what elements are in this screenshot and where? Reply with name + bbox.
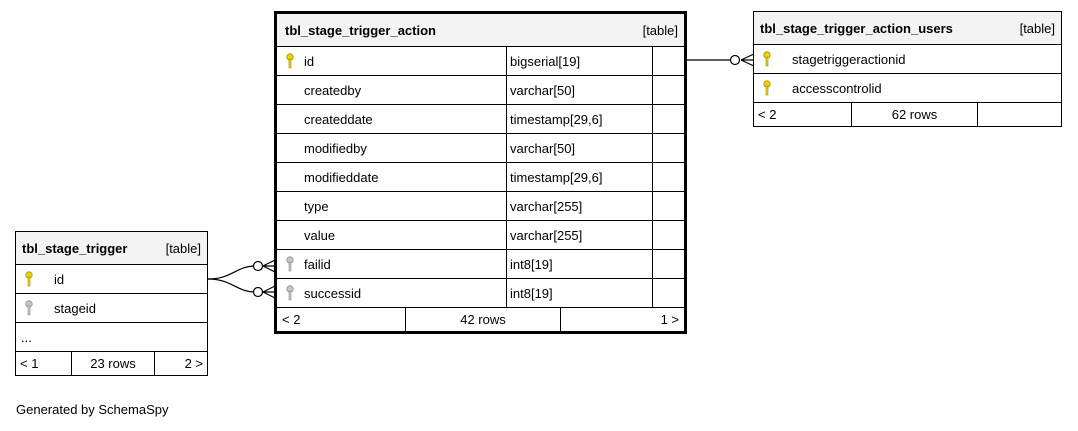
column-spacer [652, 163, 684, 191]
column-name: modifiedby [304, 140, 367, 156]
column-name: stagetriggeractionid [792, 51, 906, 67]
table-type-tag: [table] [1019, 20, 1055, 36]
column-type: varchar[50] [506, 76, 652, 104]
footer-row-count: 42 rows [405, 308, 560, 331]
column-spacer [652, 105, 684, 133]
column-row[interactable] [277, 46, 684, 75]
column-row[interactable] [16, 264, 207, 293]
column-name: id [54, 271, 65, 287]
relation-failid [208, 266, 256, 279]
column-name: createdby [304, 82, 362, 98]
table-footer [754, 102, 1061, 126]
footer-left-link[interactable]: < 2 [282, 312, 301, 327]
footer-right-link[interactable]: 2 > [154, 352, 207, 375]
column-row[interactable] [16, 293, 207, 322]
column-type: varchar[255] [506, 192, 652, 220]
generated-by-label: Generated by SchemaSpy [16, 402, 169, 417]
column-type: timestamp[29,6] [506, 163, 652, 191]
column-spacer [652, 221, 684, 249]
column-row[interactable] [277, 162, 684, 191]
column-row[interactable] [754, 44, 1061, 73]
column-name: value [304, 227, 336, 243]
table-tbl-stage-trigger-action-users[interactable] [753, 11, 1062, 127]
table-name: tbl_stage_trigger_action [285, 22, 436, 38]
table-header[interactable] [16, 232, 207, 264]
footer-right-link[interactable]: 1 > [560, 308, 684, 331]
column-name: id [304, 53, 315, 69]
table-type-tag: [table] [642, 22, 678, 38]
column-row[interactable] [277, 249, 684, 278]
column-name: type [304, 198, 329, 214]
footer-row-count: 62 rows [851, 103, 977, 126]
column-name: accesscontrolid [792, 80, 882, 96]
table-name: tbl_stage_trigger_action_users [760, 20, 953, 36]
relation-successid [208, 279, 256, 292]
column-type: timestamp[29,6] [506, 105, 652, 133]
footer-left-link[interactable]: < 1 [20, 356, 39, 371]
column-spacer [652, 47, 684, 75]
table-type-tag: [table] [165, 240, 201, 256]
primary-key-icon [24, 271, 34, 287]
column-row[interactable] [277, 220, 684, 249]
column-spacer [652, 250, 684, 278]
column-name: createddate [304, 111, 373, 127]
primary-key-icon [285, 53, 295, 69]
more-columns-row [16, 322, 207, 351]
table-tbl-stage-trigger[interactable] [15, 231, 208, 376]
column-type: varchar[255] [506, 221, 652, 249]
column-spacer [652, 279, 684, 307]
column-type: bigserial[19] [506, 47, 652, 75]
column-row[interactable] [277, 278, 684, 307]
ellipsis: ... [21, 329, 32, 345]
column-row[interactable] [277, 104, 684, 133]
primary-key-icon [762, 80, 772, 96]
footer-row-count: 23 rows [71, 352, 154, 375]
column-name: failid [304, 256, 331, 272]
column-row[interactable] [277, 191, 684, 220]
column-name: stageid [54, 300, 96, 316]
relation-successid-optional-marker [254, 288, 263, 297]
relation-failid-optional-marker [254, 262, 263, 271]
column-spacer [652, 134, 684, 162]
table-tbl-stage-trigger-action[interactable] [274, 11, 687, 334]
primary-key-icon [762, 51, 772, 67]
foreign-key-icon [24, 300, 34, 316]
table-footer [16, 351, 207, 375]
relation-stagetriggeractionid-optional-marker [731, 56, 740, 65]
column-row[interactable] [277, 133, 684, 162]
column-row[interactable] [754, 73, 1061, 102]
foreign-key-icon [285, 285, 295, 301]
column-spacer [652, 192, 684, 220]
foreign-key-icon [285, 256, 295, 272]
column-spacer [652, 76, 684, 104]
table-footer [277, 307, 684, 331]
column-row[interactable] [277, 75, 684, 104]
column-type: varchar[50] [506, 134, 652, 162]
column-name: modifieddate [304, 169, 379, 185]
table-name: tbl_stage_trigger [22, 240, 128, 256]
footer-right-link[interactable] [977, 103, 1061, 126]
table-header[interactable] [754, 12, 1061, 44]
column-type: int8[19] [506, 279, 652, 307]
column-name: successid [304, 285, 362, 301]
table-header[interactable] [277, 14, 684, 46]
column-type: int8[19] [506, 250, 652, 278]
footer-left-link[interactable]: < 2 [758, 107, 777, 122]
